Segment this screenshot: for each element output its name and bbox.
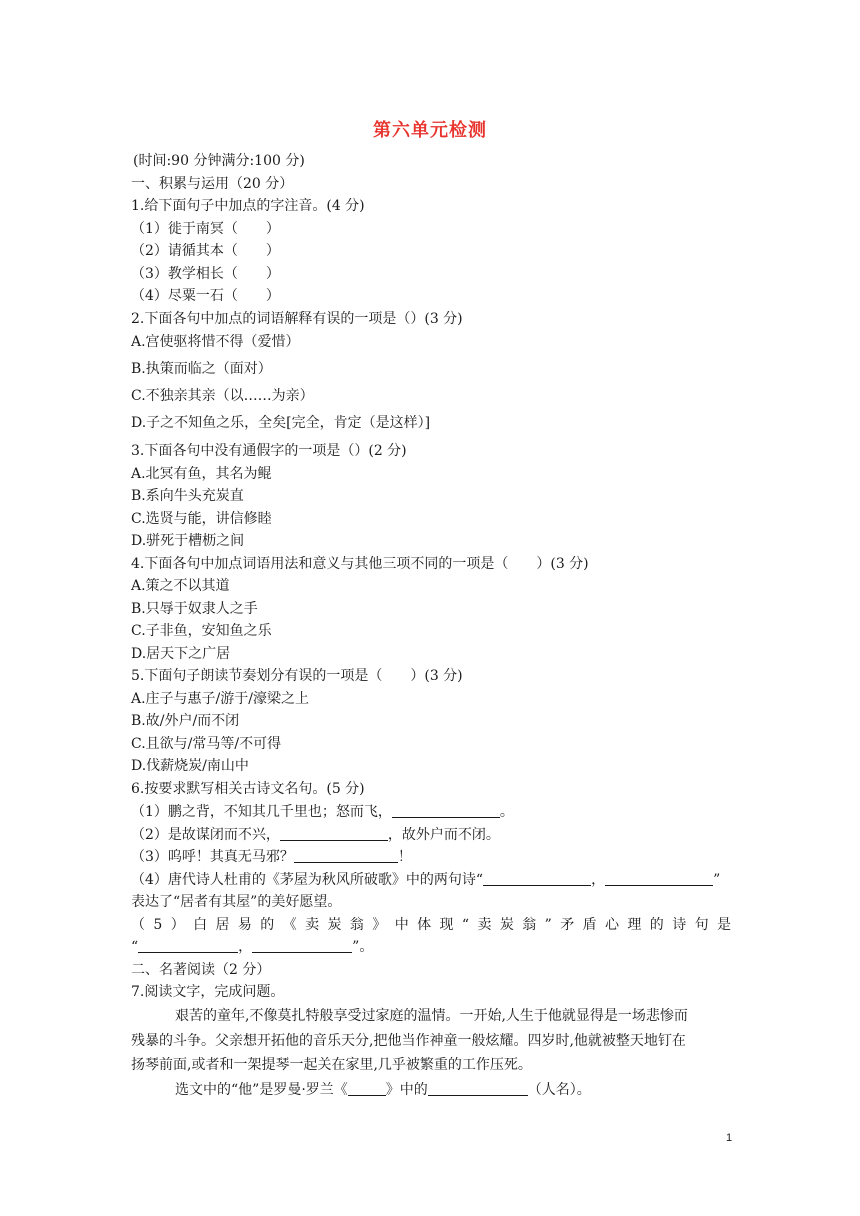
page-title: 第六单元检测 [373,120,487,141]
answer-option: B.只辱于奴隶人之手 [131,601,258,617]
fill-in-line [131,803,514,821]
answer-option: C.且欲与/常马等/不可得 [131,736,282,752]
prompt-text: （3）呜呼！其真无马邪？ [131,849,294,865]
question-stem: 6.按要求默写相关古诗文名句。(5 分) [131,781,365,797]
answer-option: A.宫使驱将惜不得（爱惜） [131,334,300,350]
answer-option: A.庄子与惠子/游于/濠梁之上 [131,691,309,707]
section-heading: 一、积累与运用（20 分） [131,176,294,192]
prompt-text: （2）是故谋闭而不兴， [131,827,280,843]
fill-in-line [175,1081,591,1099]
prompt-text: ， [591,872,606,888]
question-item: （3）教学相长（ ） [131,266,280,282]
prompt-text: “ [131,939,139,955]
answer-blank[interactable] [605,871,713,886]
answer-option: A.北冥有鱼，其名为鲲 [131,466,272,482]
answer-blank[interactable] [483,871,591,886]
prompt-text: ，故外户而不闭。 [387,827,500,843]
answer-option: C.子非鱼，安知鱼之乐 [131,623,272,639]
answer-option: C.不独亲其亲（以……为亲） [131,388,314,404]
question-stem: 4.下面各句中加点词语用法和意义与其他三项不同的一项是（ ）(3 分) [131,556,589,572]
question-item: （1）徙于南冥（ ） [131,221,280,237]
question-stem: 2.下面各句中加点的词语解释有误的一项是（）(3 分) [131,311,463,327]
prompt-text: 。 [499,804,514,820]
answer-option: B.执策而临之（面对） [131,361,272,377]
answer-blank[interactable] [348,1081,386,1096]
question-stem: 7.阅读文字，完成问题。 [131,984,285,1000]
answer-option: D.骈死于槽枥之间 [131,533,245,549]
answer-blank[interactable] [294,848,398,863]
question-item: （4）尽粟一石（ ） [131,288,280,304]
question-stem: 5.下面句子朗读节奏划分有误的一项是（ ）(3 分) [131,668,463,684]
answer-option: B.故/外户/而不闭 [131,713,240,729]
prompt-text: （1）鹏之背，不知其几千里也；怒而飞， [131,804,392,820]
reading-passage: 残暴的斗争。父亲想开拓他的音乐天分,把他当作神童一般炫耀。四岁时,他就被整天地钉在 [131,1033,686,1049]
prompt-text: 表达了“居者有其屋”的美好愿望。 [131,894,342,910]
prompt-text: ” [713,872,721,888]
question-stem: 1.给下面句子中加点的字注音。(4 分) [131,198,365,214]
fill-in-line [131,938,373,956]
section-heading: 二、名著阅读（2 分） [131,962,271,978]
question-stem: 3.下面各句中没有通假字的一项是（）(2 分) [131,443,407,459]
answer-option: A.策之不以其道 [131,578,230,594]
prompt-text: ！ [397,849,412,865]
fill-in-line [131,848,412,866]
prompt-text: 选文中的“他”是罗曼·罗兰《 [175,1082,348,1098]
exam-info: (时间:90 分钟满分:100 分) [133,153,305,169]
prompt-text: （5）白居易的《卖炭翁》中体现“卖炭翁”矛盾心理的诗句是 [131,917,731,933]
question-item: （2）请循其本（ ） [131,243,280,259]
reading-passage: 艰苦的童年,不像莫扎特般享受过家庭的温情。一开始,人生于他就显得是一场悲惨而 [175,1008,688,1024]
answer-option: D.居天下之广居 [131,646,231,662]
reading-passage: 扬琴前面,或者和一架提琴一起关在家里,几乎被繁重的工作压死。 [131,1057,532,1073]
prompt-text: 》中的 [385,1082,428,1098]
answer-blank[interactable] [280,826,388,841]
answer-option: C.选贤与能，讲信修睦 [131,511,272,527]
prompt-text: （人名）。 [527,1082,591,1098]
answer-option: D.伐薪烧炭/南山中 [131,758,249,774]
answer-blank[interactable] [252,938,352,953]
fill-in-line [131,826,500,844]
answer-option: B.系向牛头充炭直 [131,488,244,504]
answer-blank[interactable] [138,938,238,953]
fill-in-line [131,871,720,889]
prompt-text: ， [238,939,253,955]
answer-blank[interactable] [392,803,500,818]
page-number: 1 [726,1132,733,1144]
prompt-text: （4）唐代诗人杜甫的《茅屋为秋风所破歌》中的两句诗“ [131,872,484,888]
answer-blank[interactable] [428,1081,528,1096]
prompt-text: ”。 [352,939,374,955]
answer-option: D.子之不知鱼之乐，全矣[完全，肯定（是这样）] [131,415,431,431]
